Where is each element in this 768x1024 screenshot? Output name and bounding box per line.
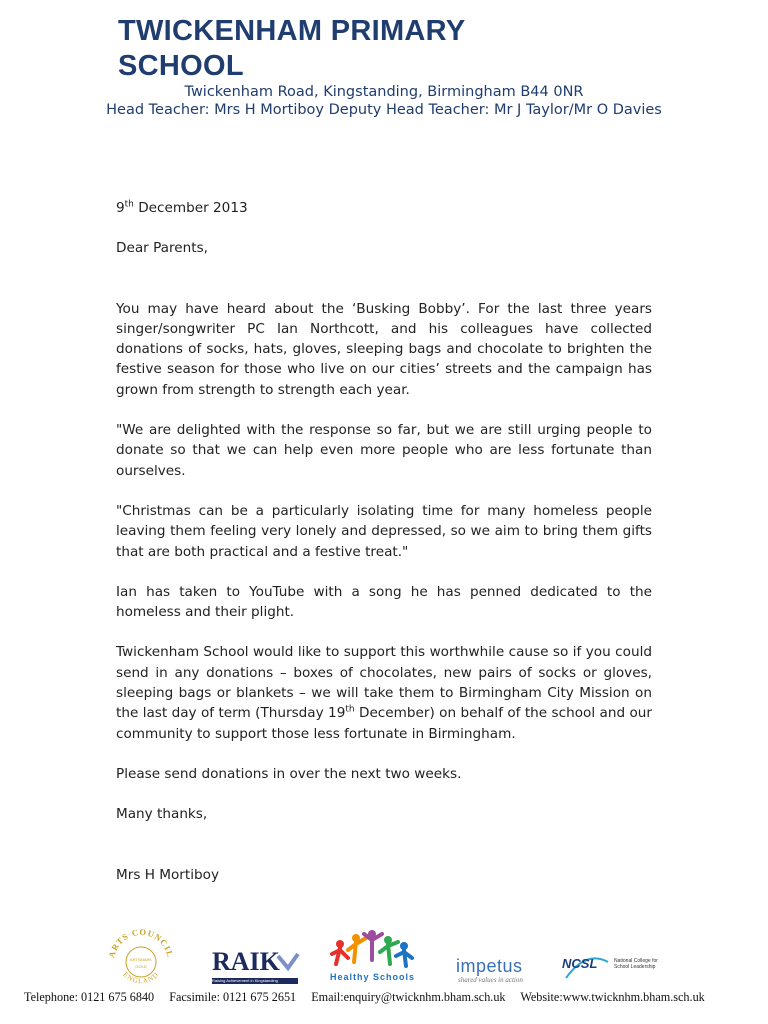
paragraph-send-donations: Please send donations in over the next two weeks. — [116, 765, 462, 782]
raik-chevron-icon — [276, 952, 300, 974]
footer-email[interactable]: Email:enquiry@twicknhm.bham.sch.uk — [311, 990, 506, 1004]
letter-date: 9th December 2013 — [116, 199, 248, 216]
letter-body — [116, 198, 652, 885]
school-address: Twickenham Road, Kingstanding, Birmingham B44 0NR — [184, 84, 584, 100]
healthy-schools-text: Healthy Schools — [330, 972, 416, 982]
impetus-wordmark: impetus — [456, 956, 523, 976]
paragraph-quote-1: "We are delighted with the response so far, but we are still urging people to donate so that we can help even more people who are less fortunate than ourselves. — [116, 422, 652, 479]
ncsl-tagline: National College for School Leadership — [614, 958, 658, 970]
footer-website[interactable]: Website:www.twicknhm.bham.sch.uk — [520, 990, 705, 1004]
raik-tagline: Raising Achievement in Kingstanding — [212, 978, 298, 984]
closing: Many thanks, — [116, 806, 208, 823]
footer-telephone: Telephone: 0121 675 6840 — [24, 990, 155, 1004]
ncsl-wordmark: NCSL — [562, 956, 598, 971]
svg-text:ARTSMARK: ARTSMARK — [129, 957, 153, 962]
svg-text:ENGLAND: ENGLAND — [121, 970, 161, 986]
impetus-logo — [450, 956, 540, 986]
school-name: TWICKENHAM PRIMARY SCHOOL — [118, 15, 465, 82]
paragraph-donations: Twickenham School would like to support this worthwhile cause so if you could send in any donations – boxes of chocolates, new pairs of socks or gloves, sleeping bags or blankets – we will take them to Birmingham City Mission on the last day of term (Thursday 19th December) on behalf of the school and our community to support those less fortunate in Birmingham. — [116, 644, 652, 742]
signature: Mrs H Mortiboy — [116, 866, 219, 883]
paragraph-youtube: Ian has taken to YouTube with a song he has penned dedicated to the homeless and their plight. — [116, 583, 652, 621]
raik-wordmark: RAIK — [212, 947, 280, 976]
svg-text:ARTS COUNCIL: ARTS COUNCIL — [106, 926, 176, 959]
healthy-schools-logo — [326, 928, 426, 988]
paragraph-busking-bobby: You may have heard about the ‘Busking Bobby’. For the last three years singer/songwriter PC Ian Northcott, and his colleagues have collected donations of socks, hats, gloves, sleeping bags and chocolate to brighten the festive season for those who live on our cities’ streets and the campaign has grown from strength to strength each year. — [116, 300, 652, 398]
ncsl-logo — [562, 954, 662, 988]
paragraph-quote-2: "Christmas can be a particularly isolating time for many homeless people leaving them feeling very lonely and depressed, so we aim to bring them gifts that are both practical and a festive treat." — [116, 502, 652, 560]
healthy-schools-figures-icon — [326, 928, 416, 974]
greeting: Dear Parents, — [116, 240, 208, 257]
footer-facsimile: Facsimile: 0121 675 2651 — [169, 990, 297, 1004]
contact-footer — [24, 990, 744, 1004]
impetus-tagline: shared values in action — [458, 976, 523, 984]
raik-logo — [212, 948, 302, 984]
partner-logos — [0, 926, 768, 990]
arts-council-logo — [104, 926, 178, 990]
arts-council-icon — [104, 926, 178, 990]
svg-text:GOLD: GOLD — [135, 964, 147, 969]
staff-line: Head Teacher: Mrs H Mortiboy Deputy Head Teacher: Mr J Taylor/Mr O Davies — [106, 102, 662, 118]
